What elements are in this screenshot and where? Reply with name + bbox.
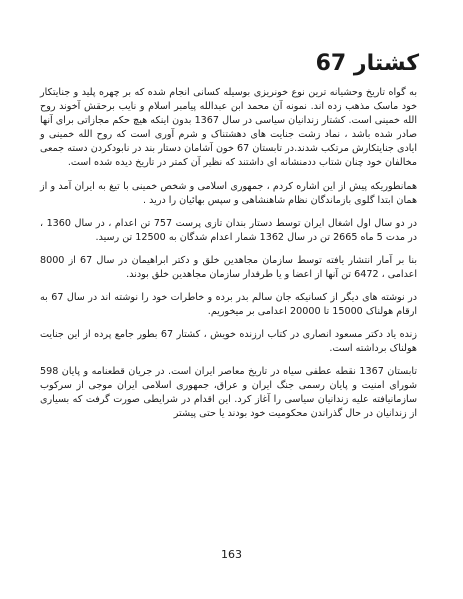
page-number: 163 — [221, 548, 242, 561]
paragraph: زنده یاد دکتر مسعود انصاری در کتاب ارزنده خویش ، کشتار 67 بطور جامع پرده از این جنایت هولناک برداشته است. — [40, 329, 417, 354]
paragraph: همانطوریکه پیش از این اشاره کردم ، جمهوری اسلامی و شخص خمینی با تیغ به ایران آمد و از همان ابتدا گلوی بازماندگان نظام شاهنشاهی و سپس بهائیان را درید . — [40, 181, 417, 206]
paragraph: تابستان 1367 نقطه عطفی سیاه در تاریخ معاصر ایران است. در جریان قطعنامه و پایان 598 شورای امنیت و پایان رسمی جنگ ایران و عراق، جمهوری اسلامی ایران موجی از سرکوب سازمانیافته علیه زندانیان سیاسی را آغاز کرد. این اقدام در شرایطی صورت گرفت که بسیاری از زندانیان در حال گذراندن محکومیت خود بودند یا حتی پیشتر — [40, 366, 417, 419]
paragraph: به گواه تاریخ وحشیانه ترین نوع خونریزی بوسیله کسانی انجام شده که بر چهره پلید و جنایتکار خود ماسک مذهب زده اند. نمونه آن محمد ابن عبدالله پیامبر اسلام و نایب برحقش آخوند روح الله خمینی است. کشتار زندانیان سیاسی در سال 1367 بدون اینکه هیچ حکم مجازاتی برای آنها صادر شده باشد ، نماد زشت جنایت های دهشتناک و شرم آوری است که روح الله خمینی و ایادی جنایتکارش مرتکب شدند.در تابستان 67 خون آشامان دستار بند در نابودکردن دسته جمعی مخالفان خود چنان شتاب ددمنشانه ای داشتند که نظیر آن کمتر در تاریخ دیده شده است. — [40, 87, 418, 168]
paragraph: در دو سال اول اشغال ایران توسط دستار بندان تازی پرست 757 تن اعدام ، در سال 1360 ، در مدت 5 ماه 2665 تن در سال 1362 شمار اعدام شدگان به 12500 تن رسید. — [40, 218, 417, 243]
paragraph: بنا بر آمار انتشار یافته توسط سازمان مجاهدین خلق و دکتر ابراهیمان در سال 67 از 8000 اعدامی ، 6472 تن آنها از اعضا و یا طرفدار سازمان مجاهدین خلق بودند. — [40, 255, 417, 280]
chapter-title: کشتار 67 — [315, 51, 419, 76]
paragraph: در نوشته های دیگر از کسانیکه جان سالم بدر برده و خاطرات خود را نوشته اند در سال 67 به ارقام هولناک 15000 تا 20000 اعدامی بر میخوریم. — [40, 292, 417, 317]
body-text — [40, 86, 417, 430]
